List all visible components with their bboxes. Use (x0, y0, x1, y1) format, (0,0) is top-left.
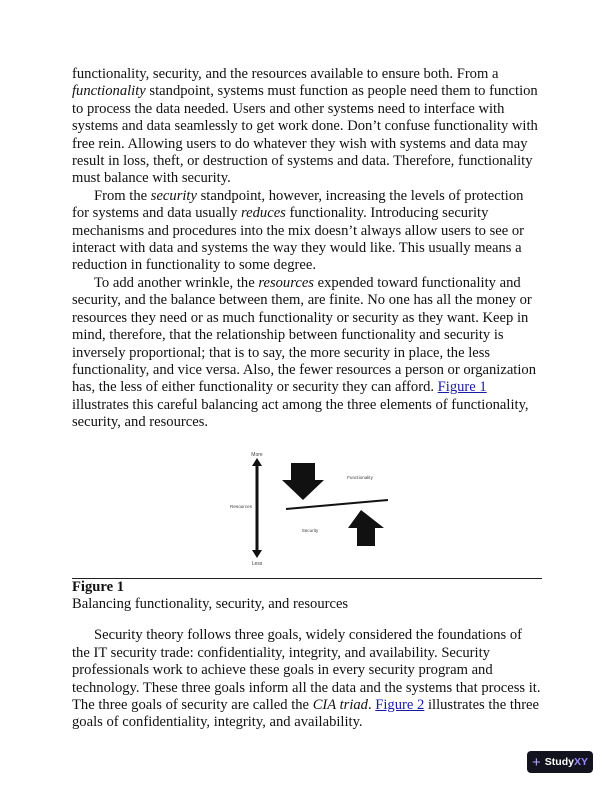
brand-name: StudyXY (544, 756, 588, 768)
figure-1-link[interactable]: Figure 1 (437, 379, 487, 396)
balance-line (286, 500, 388, 509)
studyxy-badge[interactable] (527, 751, 593, 773)
paragraph-resources: To add another wrinkle, the resources expended toward functionality and security, and the balance between them, are finite. No one has all the money or resources they need or as much functionality or security as they want. Keep in mind, therefore, that the relationship between functionality and security is inversely proportional; that is to say, the more security in place, the less functionality, and vice versa. Also, the fewer resources a person or organization has, the less of either functionality or security they can afford. Figure 1 illustrates this careful balancing act among the three elements of functionality, security, and resources. (72, 274, 536, 431)
document-page (72, 66, 542, 732)
label-security: Security (301, 527, 319, 533)
paragraph-functionality: functionality, security, and the resources available to ensure both. From a functionality standpoint, systems must function as people need them to function to process the data needed. Users and other systems need to interface with systems and data seamlessly to get work done. Don’t confuse functionality with free rein. Allowing users to do whatever they wish with systems and data may result in loss, theft, or destruction of systems and data. Therefore, functionality must balance with security. (72, 66, 538, 187)
plus-icon: + (532, 753, 541, 771)
up-arrow-icon (348, 510, 384, 546)
figure-1-label: Figure 1 (72, 578, 125, 595)
figure-2-link[interactable]: Figure 2 (375, 696, 425, 713)
double-arrow-icon (252, 458, 262, 558)
label-resources: Resources (230, 503, 252, 509)
label-functionality: Functionality (347, 474, 373, 480)
figure-1-caption: Balancing functionality, security, and resources (72, 595, 349, 612)
down-arrow-icon (282, 463, 324, 500)
figure-1-diagram (72, 448, 542, 574)
paragraph-cia-triad: Security theory follows three goals, widely considered the foundations of the IT security trade: confidentiality, integrity, and availability. Security professionals work to achieve these goals in every security program and technology. These three goals inform all the data and the systems that process it. The three goals of security are called the CIA triad. Figure 2 illustrates the three goals of confidentiality, integrity, and availability. (72, 627, 541, 731)
label-more: More (251, 451, 263, 458)
balance-diagram (218, 448, 398, 568)
label-less: Less (251, 560, 263, 567)
paragraph-security: From the security standpoint, however, increasing the levels of protection for systems and data usually reduces functionality. Introducing security mechanisms and procedures into the mix doesn’t always allow users to see or interact with data and systems the way they would like. This usually means a reduction in functionality to some degree. (72, 187, 525, 274)
